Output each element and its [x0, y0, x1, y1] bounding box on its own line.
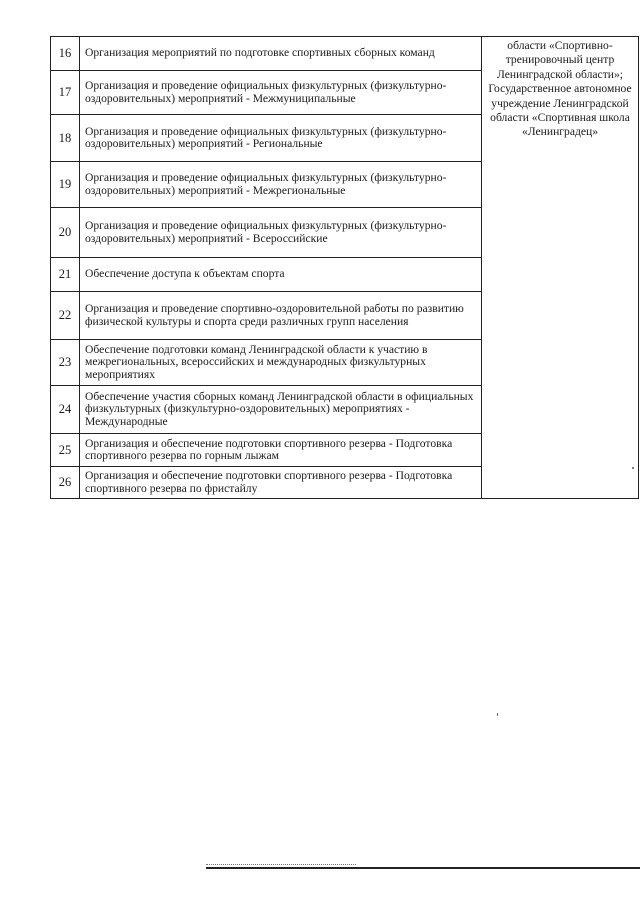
- row-number: 24: [51, 386, 80, 434]
- services-table: [50, 36, 639, 499]
- row-number: 16: [51, 37, 80, 71]
- service-name: Организация и обеспечение подготовки спортивного резерва - Подготовка спортивного резерва по горным лыжам: [80, 434, 482, 467]
- service-name: Организация и обеспечение подготовки спортивного резерва - Подготовка спортивного резерва по фристайлу: [80, 467, 482, 499]
- service-name: Организация и проведение официальных физкультурных (физкультурно-оздоровительных) мероприятий - Межмуниципальные: [80, 71, 482, 115]
- service-name: Организация и проведение официальных физкультурных (физкультурно-оздоровительных) мероприятий - Всероссийские: [80, 208, 482, 258]
- organization-cell: области «Спортивно-тренировочный центр Ленинградской области»; Государственное автономное учреждение Ленинградской области «Спортивная школа «Ленинградец»: [482, 37, 639, 499]
- scan-speck: [497, 713, 498, 716]
- row-number: 22: [51, 292, 80, 340]
- service-name: Организация мероприятий по подготовке спортивных сборных команд: [80, 37, 482, 71]
- row-number: 21: [51, 258, 80, 292]
- service-name: Обеспечение участия сборных команд Ленинградской области в официальных физкультурных (физкультурно-оздоровительных) мероприятиях - Международные: [80, 386, 482, 434]
- service-name: Организация и проведение официальных физкультурных (физкультурно-оздоровительных) мероприятий - Межрегиональные: [80, 162, 482, 208]
- service-name: Обеспечение доступа к объектам спорта: [80, 258, 482, 292]
- service-name: Организация и проведение спортивно-оздоровительной работы по развитию физической культуры и спорта среди различных групп населения: [80, 292, 482, 340]
- row-number: 25: [51, 434, 80, 467]
- row-number: 23: [51, 340, 80, 386]
- service-name: Организация и проведение официальных физкультурных (физкультурно-оздоровительных) мероприятий - Региональные: [80, 115, 482, 162]
- row-number: 18: [51, 115, 80, 162]
- row-number: 26: [51, 467, 80, 499]
- scan-edge-line: [206, 867, 640, 869]
- row-number: 17: [51, 71, 80, 115]
- row-number: 20: [51, 208, 80, 258]
- table-row: [51, 37, 639, 71]
- row-number: 19: [51, 162, 80, 208]
- scan-speck: [632, 467, 634, 469]
- scan-edge-dots: [206, 864, 356, 865]
- service-name: Обеспечение подготовки команд Ленинградской области к участию в межрегиональных, всероссийских и международных физкультурных мероприятиях: [80, 340, 482, 386]
